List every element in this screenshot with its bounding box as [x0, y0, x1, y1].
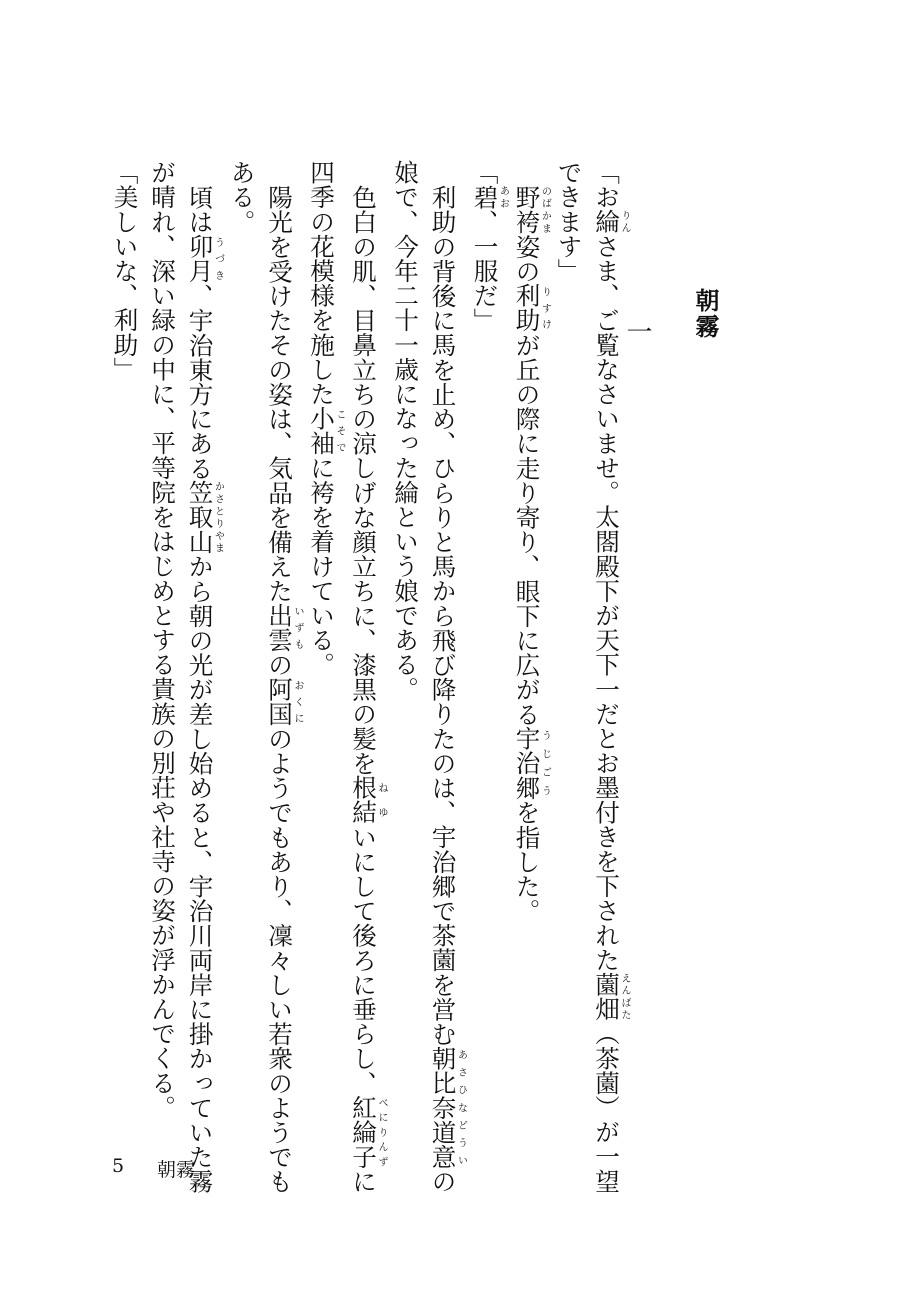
text-line: [588, 160, 630, 1194]
ruby-word: [470, 184, 509, 210]
ruby-base: 綸: [592, 209, 621, 234]
text-line: [261, 160, 303, 1194]
text-segment: いにして後ろに垂らし、: [349, 824, 378, 1095]
ruby-base: 阿国: [265, 676, 294, 726]
furigana: ねゆ: [376, 775, 387, 825]
furigana: おくに: [292, 676, 303, 726]
furigana: のばかま: [539, 184, 551, 234]
text-line: [466, 160, 508, 1120]
ruby-base: 紅綸子: [349, 1094, 378, 1169]
furigana: あお: [497, 184, 509, 210]
text-line: [508, 160, 550, 1120]
ruby-base: 野袴: [512, 184, 542, 234]
ruby-base: 朝比奈道意: [428, 1045, 458, 1169]
ruby-word: [512, 283, 551, 333]
text-line: [424, 160, 467, 1194]
text-segment: に袴を着けている。: [307, 455, 336, 677]
text-segment: 色白の肌、目鼻立ちの涼しげな顔立ちに、漆黒の髪を: [349, 184, 378, 775]
furigana: うじごう: [539, 725, 551, 800]
ruby-word: [307, 406, 345, 456]
furigana: べにりんず: [376, 1094, 387, 1169]
ruby-word: [185, 479, 224, 554]
text-segment: 頃は: [185, 184, 215, 234]
text-segment: に: [349, 1168, 378, 1194]
ruby-word: [349, 775, 387, 825]
text-segment: が晴れ、深い緑の中に、平等院をはじめとする貴族の別荘や社寺の姿が浮かんでくる。: [148, 160, 177, 1120]
ruby-word: [349, 1094, 387, 1169]
chapter-title: 朝霧: [691, 288, 720, 340]
ruby-word: [428, 1045, 467, 1169]
ruby-base: 宇治郷: [512, 725, 542, 800]
text-line: [144, 160, 182, 1120]
ruby-base: 利助: [512, 283, 542, 333]
text-line: [303, 160, 345, 1120]
ruby-word: [185, 233, 224, 283]
text-segment: から朝の光が差し始めると、宇治川両岸に掛かっていた霧: [185, 553, 215, 1194]
text-segment: 姿の: [512, 233, 542, 283]
ruby-base: 小袖: [307, 406, 336, 456]
text-segment: 「: [470, 160, 500, 185]
text-segment: の: [265, 652, 294, 677]
ruby-word: [265, 602, 303, 652]
text-segment: 、宇治東方にある: [185, 283, 215, 480]
text-line: [223, 160, 261, 1120]
text-line: [550, 160, 588, 1120]
ruby-base: 根結: [349, 775, 378, 825]
ruby-base: 笠取山: [185, 479, 215, 554]
ruby-base: 卯月: [185, 233, 215, 283]
ruby-word: [512, 184, 551, 234]
text-segment: できます」: [554, 160, 584, 283]
running-head: 朝霧: [157, 1159, 196, 1181]
section-number: 一: [622, 318, 652, 344]
furigana: あさひなどうい: [455, 1045, 467, 1169]
text-segment: の: [428, 1168, 458, 1194]
text-segment: 陽光を受けたその姿は、気品を備えた: [265, 184, 294, 603]
text-segment: さま、ご覧なさいませ。太閤殿下が天下一だとお墨付きを下された: [592, 233, 621, 972]
text-segment: が丘の際に走り寄り、眼下に広がる: [512, 332, 542, 726]
furigana: りん: [619, 209, 630, 234]
text-line: [106, 160, 144, 1120]
text-segment: のようでもあり、凜々しい若衆のようでも: [265, 725, 294, 1194]
text-segment: 利助の背後に馬を止め、ひらりと馬から飛び降りたのは、宇治郷で茶薗を営む: [428, 184, 458, 1046]
text-line: [387, 160, 425, 1120]
ruby-base: 出雲: [265, 602, 294, 652]
ruby-base: 薗畑: [592, 971, 621, 1022]
ruby-word: [265, 676, 303, 726]
page-number: 5: [112, 1155, 125, 1177]
text-segment: 「お: [592, 160, 621, 210]
text-segment: 「美しいな、利助」: [110, 160, 140, 382]
furigana: かさとりやま: [212, 479, 224, 554]
ruby-word: [512, 725, 551, 800]
text-segment: 、一服だ」: [470, 209, 500, 333]
furigana: えんばた: [619, 971, 630, 1021]
text-segment: 娘で、今年二十一歳になった綸という娘である。: [391, 160, 420, 702]
text-segment: （茶薗）が一望: [592, 1021, 621, 1194]
furigana: うづき: [212, 233, 224, 283]
text-segment: を指した。: [512, 799, 542, 923]
furigana: こそで: [334, 406, 345, 456]
furigana: いずも: [292, 602, 303, 652]
text-line: [181, 160, 224, 1194]
furigana: りすけ: [539, 283, 551, 333]
ruby-word: [592, 971, 630, 1022]
text-segment: ある。: [227, 160, 257, 234]
ruby-base: 碧: [470, 184, 500, 210]
text-line: [345, 160, 387, 1194]
ruby-word: [592, 209, 630, 234]
text-segment: 四季の花模様を施した: [307, 160, 336, 406]
